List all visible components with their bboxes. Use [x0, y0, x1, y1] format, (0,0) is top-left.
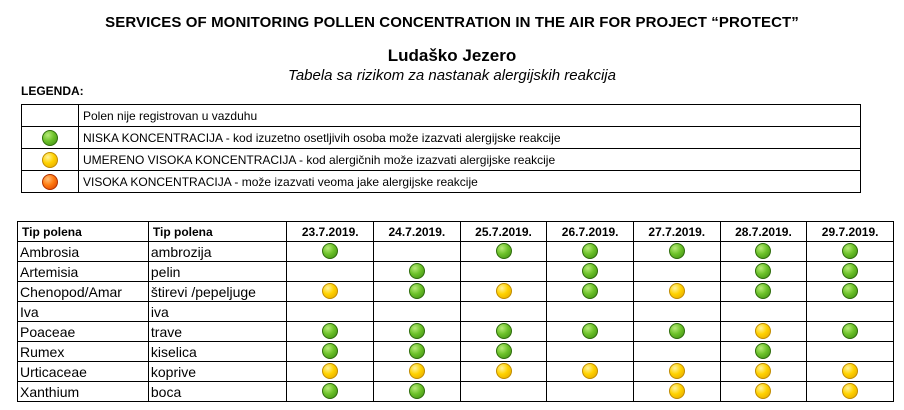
concentration-cell	[374, 302, 461, 322]
concentration-cell	[547, 362, 634, 382]
concentration-cell	[547, 382, 634, 402]
concentration-cell	[720, 302, 807, 322]
green-circle-icon	[755, 263, 771, 279]
concentration-cell	[807, 302, 894, 322]
concentration-cell	[547, 282, 634, 302]
concentration-cell	[633, 382, 720, 402]
pollen-local-name: koprive	[148, 362, 287, 382]
concentration-cell	[633, 242, 720, 262]
green-circle-icon	[582, 323, 598, 339]
concentration-cell	[374, 282, 461, 302]
concentration-cell	[374, 262, 461, 282]
table-row	[18, 322, 894, 342]
green-circle-icon	[496, 343, 512, 359]
column-header-date: 24.7.2019.	[374, 222, 461, 242]
yellow-circle-icon	[669, 283, 685, 299]
concentration-cell	[374, 322, 461, 342]
concentration-cell	[807, 382, 894, 402]
concentration-cell	[807, 282, 894, 302]
yellow-circle-icon	[496, 363, 512, 379]
pollen-latin-name: Xanthium	[18, 382, 149, 402]
table-row	[18, 242, 894, 262]
table-row	[18, 382, 894, 402]
column-header-date: 29.7.2019.	[807, 222, 894, 242]
green-circle-icon	[842, 323, 858, 339]
concentration-cell	[807, 242, 894, 262]
concentration-cell	[633, 362, 720, 382]
concentration-cell	[807, 342, 894, 362]
legend-text: VISOKA KONCENTRACIJA - može izazvati veoma jake alergijske reakcije	[79, 171, 861, 193]
column-header-date: 26.7.2019.	[547, 222, 634, 242]
green-circle-icon	[755, 343, 771, 359]
column-header-date: 25.7.2019.	[460, 222, 547, 242]
table-row	[18, 302, 894, 322]
green-circle-icon	[755, 283, 771, 299]
yellow-circle-icon	[669, 383, 685, 399]
yellow-circle-icon	[842, 363, 858, 379]
yellow-circle-icon	[409, 363, 425, 379]
legend-text: Polen nije registrovan u vazduhu	[79, 105, 861, 127]
yellow-circle-icon	[582, 363, 598, 379]
green-circle-icon	[669, 243, 685, 259]
yellow-circle-icon	[755, 323, 771, 339]
concentration-cell	[547, 342, 634, 362]
yellow-circle-icon	[322, 363, 338, 379]
legend-row	[22, 105, 861, 127]
legend-text: UMERENO VISOKA KONCENTRACIJA - kod alergičnih može izazvati alergijske reakcije	[79, 149, 861, 171]
green-circle-icon	[755, 243, 771, 259]
concentration-cell	[287, 302, 374, 322]
green-circle-icon	[496, 323, 512, 339]
legend-text: NISKA KONCENTRACIJA - kod izuzetno osetljivih osoba može izazvati alergijske reakcije	[79, 127, 861, 149]
concentration-cell	[287, 382, 374, 402]
concentration-cell	[374, 382, 461, 402]
green-circle-icon	[842, 283, 858, 299]
concentration-cell	[720, 322, 807, 342]
concentration-cell	[547, 322, 634, 342]
concentration-cell	[287, 242, 374, 262]
legend-row	[22, 171, 861, 193]
concentration-cell	[460, 362, 547, 382]
legend-row	[22, 149, 861, 171]
green-circle-icon	[409, 383, 425, 399]
green-circle-icon	[842, 243, 858, 259]
concentration-cell	[460, 322, 547, 342]
yellow-circle-icon	[755, 363, 771, 379]
concentration-cell	[374, 242, 461, 262]
concentration-cell	[460, 282, 547, 302]
table-header-row	[18, 222, 894, 242]
green-circle-icon	[409, 283, 425, 299]
legend-row	[22, 127, 861, 149]
concentration-cell	[720, 342, 807, 362]
green-circle-icon	[322, 383, 338, 399]
pollen-local-name: iva	[148, 302, 287, 322]
concentration-cell	[807, 262, 894, 282]
concentration-cell	[547, 302, 634, 322]
table-row	[18, 282, 894, 302]
column-header-date: 23.7.2019.	[287, 222, 374, 242]
concentration-cell	[460, 262, 547, 282]
concentration-cell	[287, 322, 374, 342]
concentration-cell	[807, 362, 894, 382]
pollen-local-name: ambrozija	[148, 242, 287, 262]
concentration-cell	[720, 362, 807, 382]
pollen-latin-name: Rumex	[18, 342, 149, 362]
yellow-circle-icon	[842, 383, 858, 399]
concentration-cell	[374, 342, 461, 362]
pollen-local-name: kiselica	[148, 342, 287, 362]
green-circle-icon	[842, 263, 858, 279]
column-header-date: 28.7.2019.	[720, 222, 807, 242]
concentration-cell	[460, 242, 547, 262]
concentration-cell	[720, 382, 807, 402]
legend-table	[21, 104, 861, 193]
concentration-cell	[720, 242, 807, 262]
yellow-circle-icon	[322, 283, 338, 299]
concentration-cell	[633, 282, 720, 302]
pollen-latin-name: Urticaceae	[18, 362, 149, 382]
yellow-circle-icon	[669, 363, 685, 379]
location-title: Ludaško Jezero	[387, 46, 517, 65]
concentration-cell	[633, 322, 720, 342]
legend-heading: LEGENDA:	[21, 84, 84, 98]
pollen-local-name: boca	[148, 382, 287, 402]
table-subtitle: Tabela sa rizikom za nastanak alergijskih reakcija	[288, 67, 616, 84]
concentration-cell	[460, 382, 547, 402]
green-circle-icon	[409, 343, 425, 359]
table-row	[18, 262, 894, 282]
green-circle-icon	[496, 243, 512, 259]
column-header-pollen-type: Tip polena	[148, 222, 287, 242]
legend-symbol-cell	[22, 105, 79, 127]
document-title: SERVICES OF MONITORING POLLEN CONCENTRATION IN THE AIR FOR PROJECT “PROTECT”	[105, 14, 799, 31]
green-circle-icon	[582, 263, 598, 279]
pollen-local-name: štirevi /pepeljuge	[148, 282, 287, 302]
yellow-circle-icon	[496, 283, 512, 299]
concentration-cell	[720, 282, 807, 302]
pollen-latin-name: Iva	[18, 302, 149, 322]
yellow-circle-icon	[755, 383, 771, 399]
green-circle-icon	[322, 243, 338, 259]
green-circle-icon	[322, 323, 338, 339]
concentration-cell	[374, 362, 461, 382]
concentration-cell	[287, 282, 374, 302]
green-circle-icon	[322, 343, 338, 359]
pollen-latin-name: Artemisia	[18, 262, 149, 282]
table-row	[18, 342, 894, 362]
green-circle-icon	[669, 323, 685, 339]
concentration-cell	[547, 242, 634, 262]
pollen-latin-name: Chenopod/Amar	[18, 282, 149, 302]
concentration-cell	[547, 262, 634, 282]
pollen-latin-name: Poaceae	[18, 322, 149, 342]
yellow-circle-icon	[42, 152, 58, 168]
green-circle-icon	[42, 130, 58, 146]
green-circle-icon	[409, 263, 425, 279]
legend-symbol-cell	[22, 149, 79, 171]
green-circle-icon	[582, 243, 598, 259]
concentration-cell	[633, 342, 720, 362]
legend-symbol-cell	[22, 127, 79, 149]
column-header-date: 27.7.2019.	[633, 222, 720, 242]
concentration-cell	[633, 262, 720, 282]
concentration-cell	[807, 322, 894, 342]
orange-circle-icon	[42, 174, 58, 190]
pollen-local-name: trave	[148, 322, 287, 342]
concentration-cell	[720, 262, 807, 282]
pollen-latin-name: Ambrosia	[18, 242, 149, 262]
pollen-table	[17, 221, 894, 402]
pollen-local-name: pelin	[148, 262, 287, 282]
concentration-cell	[633, 302, 720, 322]
concentration-cell	[460, 302, 547, 322]
column-header-pollen-type: Tip polena	[18, 222, 149, 242]
legend-symbol-cell	[22, 171, 79, 193]
concentration-cell	[287, 342, 374, 362]
concentration-cell	[287, 362, 374, 382]
green-circle-icon	[409, 323, 425, 339]
concentration-cell	[287, 262, 374, 282]
concentration-cell	[460, 342, 547, 362]
green-circle-icon	[582, 283, 598, 299]
table-row	[18, 362, 894, 382]
